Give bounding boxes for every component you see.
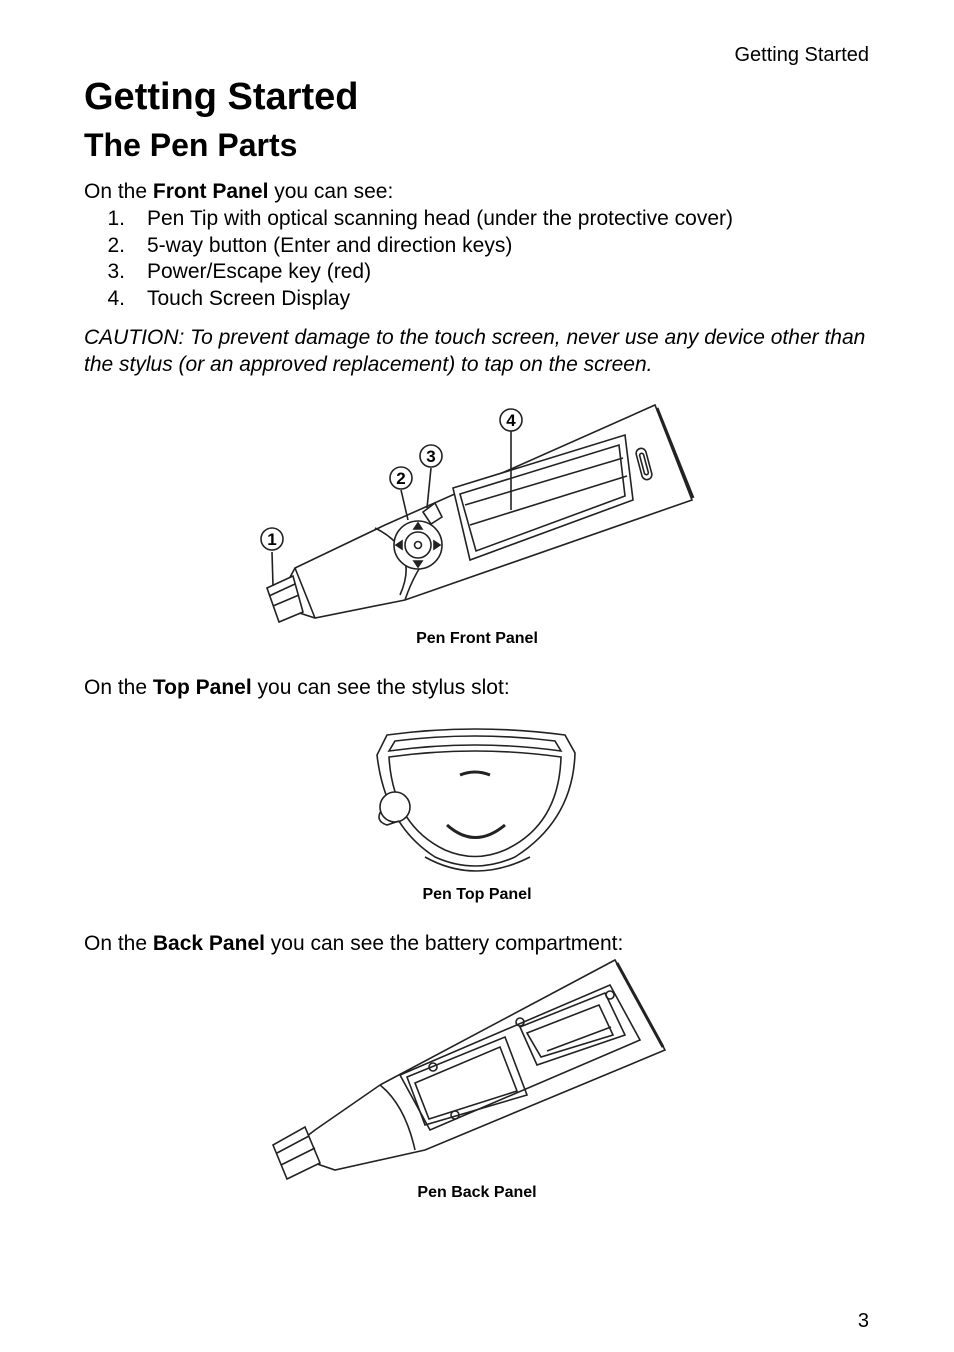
front-panel-intro: On the Front Panel you can see: — [84, 180, 394, 203]
list-item: 1. Pen Tip with optical scanning head (under the protective cover) — [107, 207, 734, 230]
back-panel-term: Back Panel — [152, 932, 265, 955]
front-panel-term: Front Panel — [152, 180, 269, 203]
front-panel-parts-list — [84, 206, 733, 312]
figure-caption-back: Pen Back Panel — [417, 1184, 537, 1201]
list-item: 3. Power/Escape key (red) — [107, 260, 372, 283]
callout-2: 2 — [396, 469, 406, 488]
callout-4: 4 — [506, 411, 516, 430]
page-title: Getting Started — [84, 76, 359, 118]
page-number: 3 — [857, 1310, 869, 1332]
top-panel-term: Top Panel — [152, 676, 252, 699]
list-item: 2. 5-way button (Enter and direction keys) — [107, 233, 513, 257]
caution-note: CAUTION: To prevent damage to the touch screen, never use any device other than the stylus (or an approved replacement) to tap on the screen. — [84, 326, 866, 376]
pen-back-panel-illustration — [265, 955, 670, 1185]
figure-caption-top: Pen Top Panel — [422, 886, 532, 903]
top-panel-intro: On the Top Panel you can see the stylus slot: — [84, 676, 510, 699]
figure-caption-front: Pen Front Panel — [416, 630, 538, 647]
running-header: Getting Started — [734, 44, 869, 66]
pen-top-panel-illustration — [365, 725, 585, 885]
back-panel-intro: On the Back Panel you can see the battery compartment: — [84, 932, 624, 955]
pen-front-panel-illustration — [255, 400, 705, 635]
callout-1: 1 — [267, 530, 277, 549]
list-item: 4. Touch Screen Display — [107, 286, 351, 310]
callout-3: 3 — [426, 447, 436, 466]
section-title: The Pen Parts — [84, 127, 298, 163]
